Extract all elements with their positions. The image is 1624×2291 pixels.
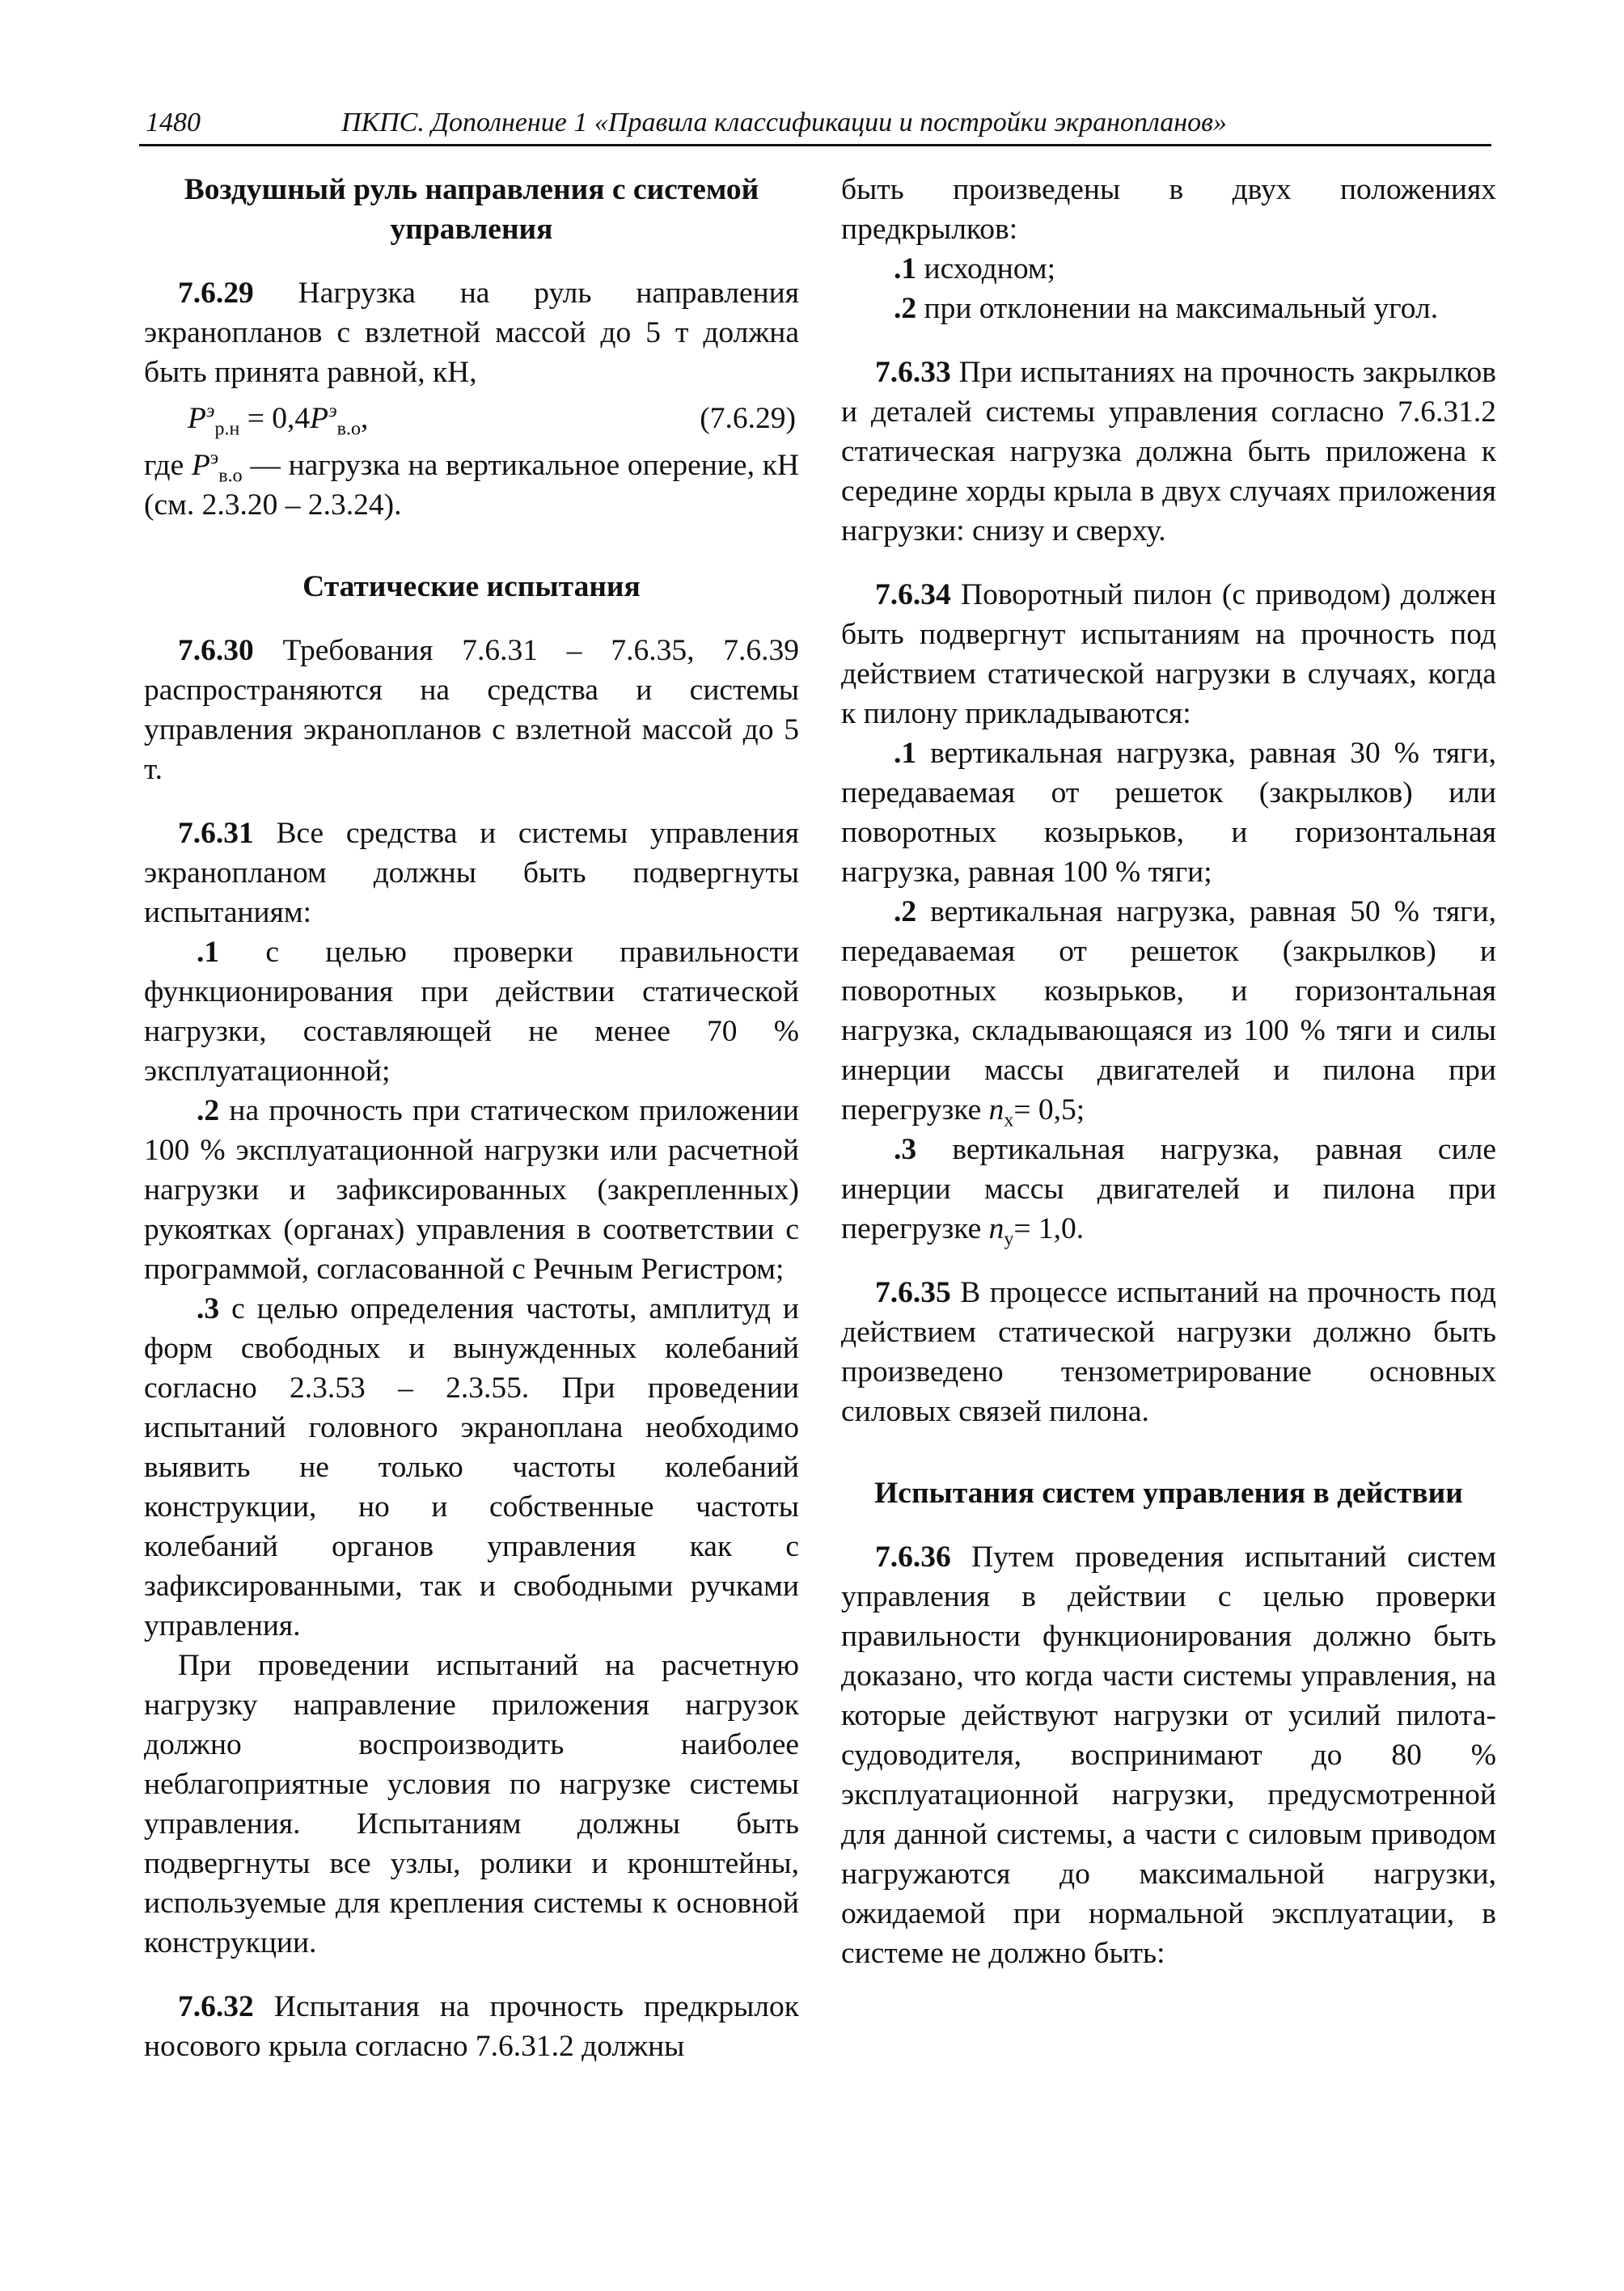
paragraph-design-load: При проведении испытаний на расчетную нагрузку направление приложения нагрузок должно воспроизводить наиболее неблагоприятные условия по нагрузке системы управления. Испытаниям должны быть подвергнуты все узлы, ролики и кронштейны, используемые для крепления системы к основной конструкции.: [144, 1649, 799, 1959]
heading-rudder: Воздушный руль направления с системой управления: [184, 173, 759, 246]
list-item: .3 с целью определения частоты, амплитуд и форм свободных и вынужденных колебаний согласно 2.3.53 – 2.3.55. При проведении испытаний головного экраноплана необходимо выявить не только частоты колебаний конструкции, но и собственные частоты колебаний органов управления как с зафиксированными, так и свободными ручками управления.: [144, 1292, 799, 1642]
page-number: 1480: [146, 108, 201, 137]
list-item: .2 вертикальная нагрузка, равная 50 % тяги, передаваемая от решеток (закрылков) и поворотных козырьков, и горизонтальная нагрузка, складывающаяся из 100 % тяги и силы инерции массы двигателей и пилона при перегрузке $n_x= 0,5$;: [841, 895, 1496, 1131]
section-7-6-30: 7.6.30 Требования 7.6.31 – 7.6.35, 7.6.39 распространяются на средства и системы управления экранопланов с взлетной массой до 5 т.: [144, 634, 800, 786]
section-text: Нагрузка на руль направления экранопланов с взлетной массой до 5 т должна быть принята равной, кН,: [144, 277, 799, 389]
formula-7-6-29: [144, 395, 799, 444]
section-7-6-32-continued: быть произведены в двух положениях предкрылков:: [841, 173, 1496, 246]
section-7-6-31: 7.6.31 Все средства и системы управления экранопланом должны быть подвергнуты испытаниям:: [144, 817, 799, 929]
list-item: .1 вертикальная нагрузка, равная 30 % тяги, передаваемая от решеток (закрылков) или поворотных козырьков, и горизонтальная нагрузка, равная 100 % тяги;: [841, 737, 1496, 889]
section-7-6-33: 7.6.33 При испытаниях на прочность закрылков и деталей системы управления согласно 7.6.31.2 статическая нагрузка должна быть приложена к середине хорды крыла в двух случаях приложения нагрузки: снизу и сверху.: [841, 356, 1496, 547]
formula-number: (7.6.29): [700, 402, 796, 435]
formula-where: где $P^э_{в.о}$ — нагрузка на вертикальное оперение, кН (см. 2.3.20 – 2.3.24).: [144, 447, 799, 522]
right-column: [841, 170, 1496, 1973]
section-7-6-35: 7.6.35 В процессе испытаний на прочность под действием статической нагрузки должно быть произведено тензометрирование основных силовых связей пилона.: [841, 1276, 1496, 1428]
list-item: .2 на прочность при статическом приложении 100 % эксплуатационной нагрузки или расчетной нагрузки и зафиксированных (закрепленных) рукоятках (органах) управления в соответствии с программой, согласованной с Речным Регистром;: [144, 1094, 799, 1286]
left-column: [144, 170, 799, 2066]
heading-static-tests: Статические испытания: [302, 570, 641, 603]
header-title: ПКПС. Дополнение 1 «Правила классификации и постройки экранопланов»: [341, 108, 1227, 137]
list-item: .2 при отклонении на максимальный угол.: [894, 292, 1439, 325]
heading-control-systems-tests: Испытания систем управления в действии: [874, 1477, 1463, 1510]
list-item: .1 исходном;: [894, 252, 1056, 285]
section-7-6-36: 7.6.36 Путем проведения испытаний систем управления в действии с целью проверки правильности функционирования должно быть доказано, что когда части системы управления, на которые действуют нагрузки от усилий пилота-судоводителя, воспринимают до 80 % эксплуатационной нагрузки, предусмотренной для данной системы, а части с силовым приводом нагружаются до максимальной нагрузки, ожидаемой при нормальной эксплуатации, в системе не должно быть:: [841, 1541, 1496, 1970]
formula-expression: $P^э_{р.н} = 0,4P^э_{в.о}$,: [188, 400, 369, 440]
section-7-6-29: [144, 273, 799, 392]
section-7-6-32: 7.6.32 Испытания на прочность предкрылок носового крыла согласно 7.6.31.2 должны: [144, 1990, 799, 2063]
section-number: 7.6.29: [178, 277, 254, 310]
section-7-6-34: 7.6.34 Поворотный пилон (с приводом) должен быть подвергнут испытаниям на прочность под действием статической нагрузки в случаях, когда к пилону прикладываются:: [841, 578, 1496, 730]
list-item: .1 с целью проверки правильности функционирования при действии статической нагрузки, составляющей не менее 70 % эксплуатационной;: [144, 936, 799, 1088]
list-item: .3 вертикальная нагрузка, равная силе инерции массы двигателей и пилона при перегрузке $n_y= 1,0$.: [841, 1133, 1496, 1250]
running-header: [139, 102, 1491, 146]
